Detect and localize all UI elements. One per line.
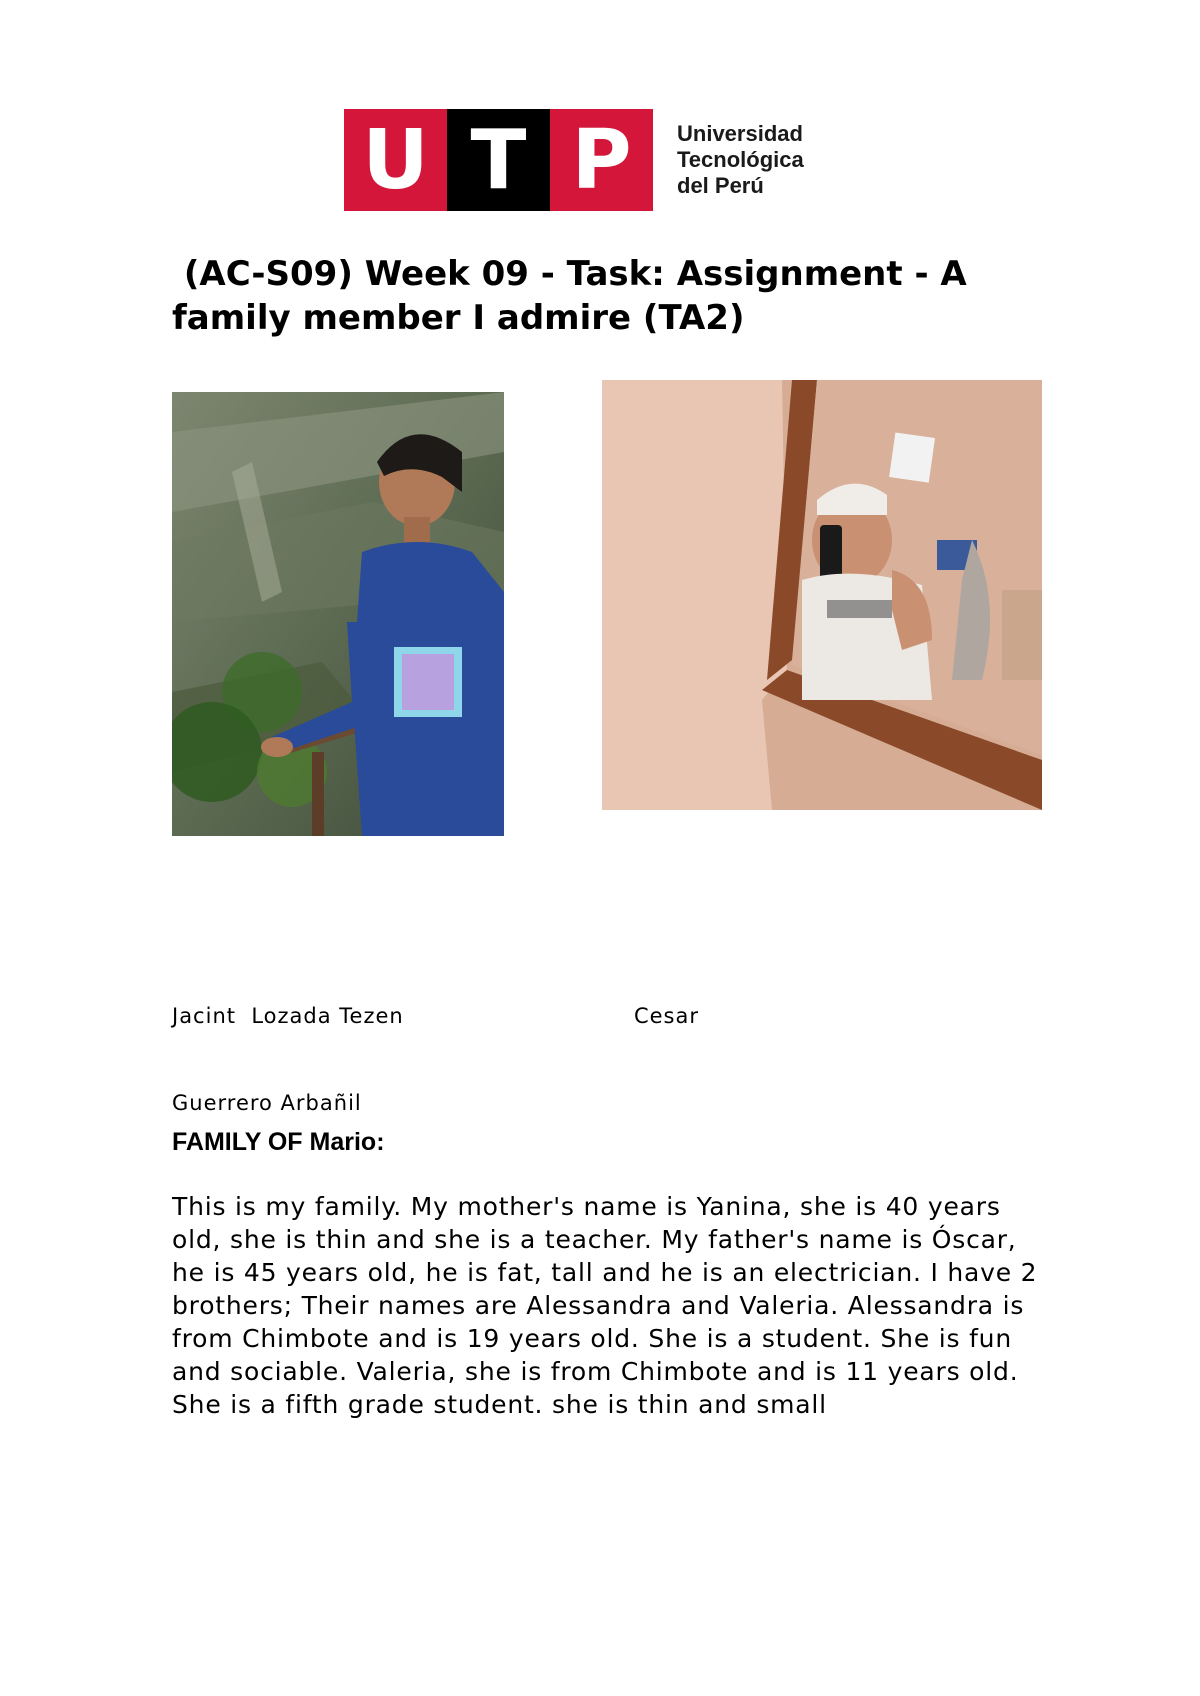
photo-man-mirror-selfie — [602, 380, 1042, 810]
logo-text-line: del Perú — [677, 173, 764, 198]
utp-logo — [344, 109, 804, 211]
caption-line: Guerrero Arbañil — [172, 1091, 362, 1115]
logo-letter-p: P — [550, 109, 653, 211]
document-title: (AC-S09) Week 09 - Task: Assignment - A family member I admire (TA2) — [172, 254, 979, 338]
photo-caption — [172, 944, 932, 1147]
photo-man-mountain — [172, 392, 504, 836]
section-heading: FAMILY OF Mario: — [172, 1128, 385, 1156]
logo-text-line: Universidad — [677, 121, 803, 146]
family-description-paragraph: This is my family. My mother's name is Yanina, she is 40 years old, she is thin and she is a teacher. My father's name is Óscar, he is 45 years old, he is fat, tall and he is an electrician. I have 2 brothers; Their names are Alessandra and Valeria. Alessandra is from Chimbote and is 19 years old. She is a student. She is fun and sociable. Valeria, she is from Chimbote and is 11 years old. She is a fifth grade student. she is thin and small — [172, 1192, 1038, 1419]
caption-line: Jacint Lozada Tezen Cesar — [172, 1004, 699, 1028]
logo-letter-u: U — [344, 109, 447, 211]
logo-text-line: Tecnológica — [677, 147, 804, 172]
logo-university-name — [677, 121, 804, 199]
logo-letter-t: T — [447, 109, 550, 211]
